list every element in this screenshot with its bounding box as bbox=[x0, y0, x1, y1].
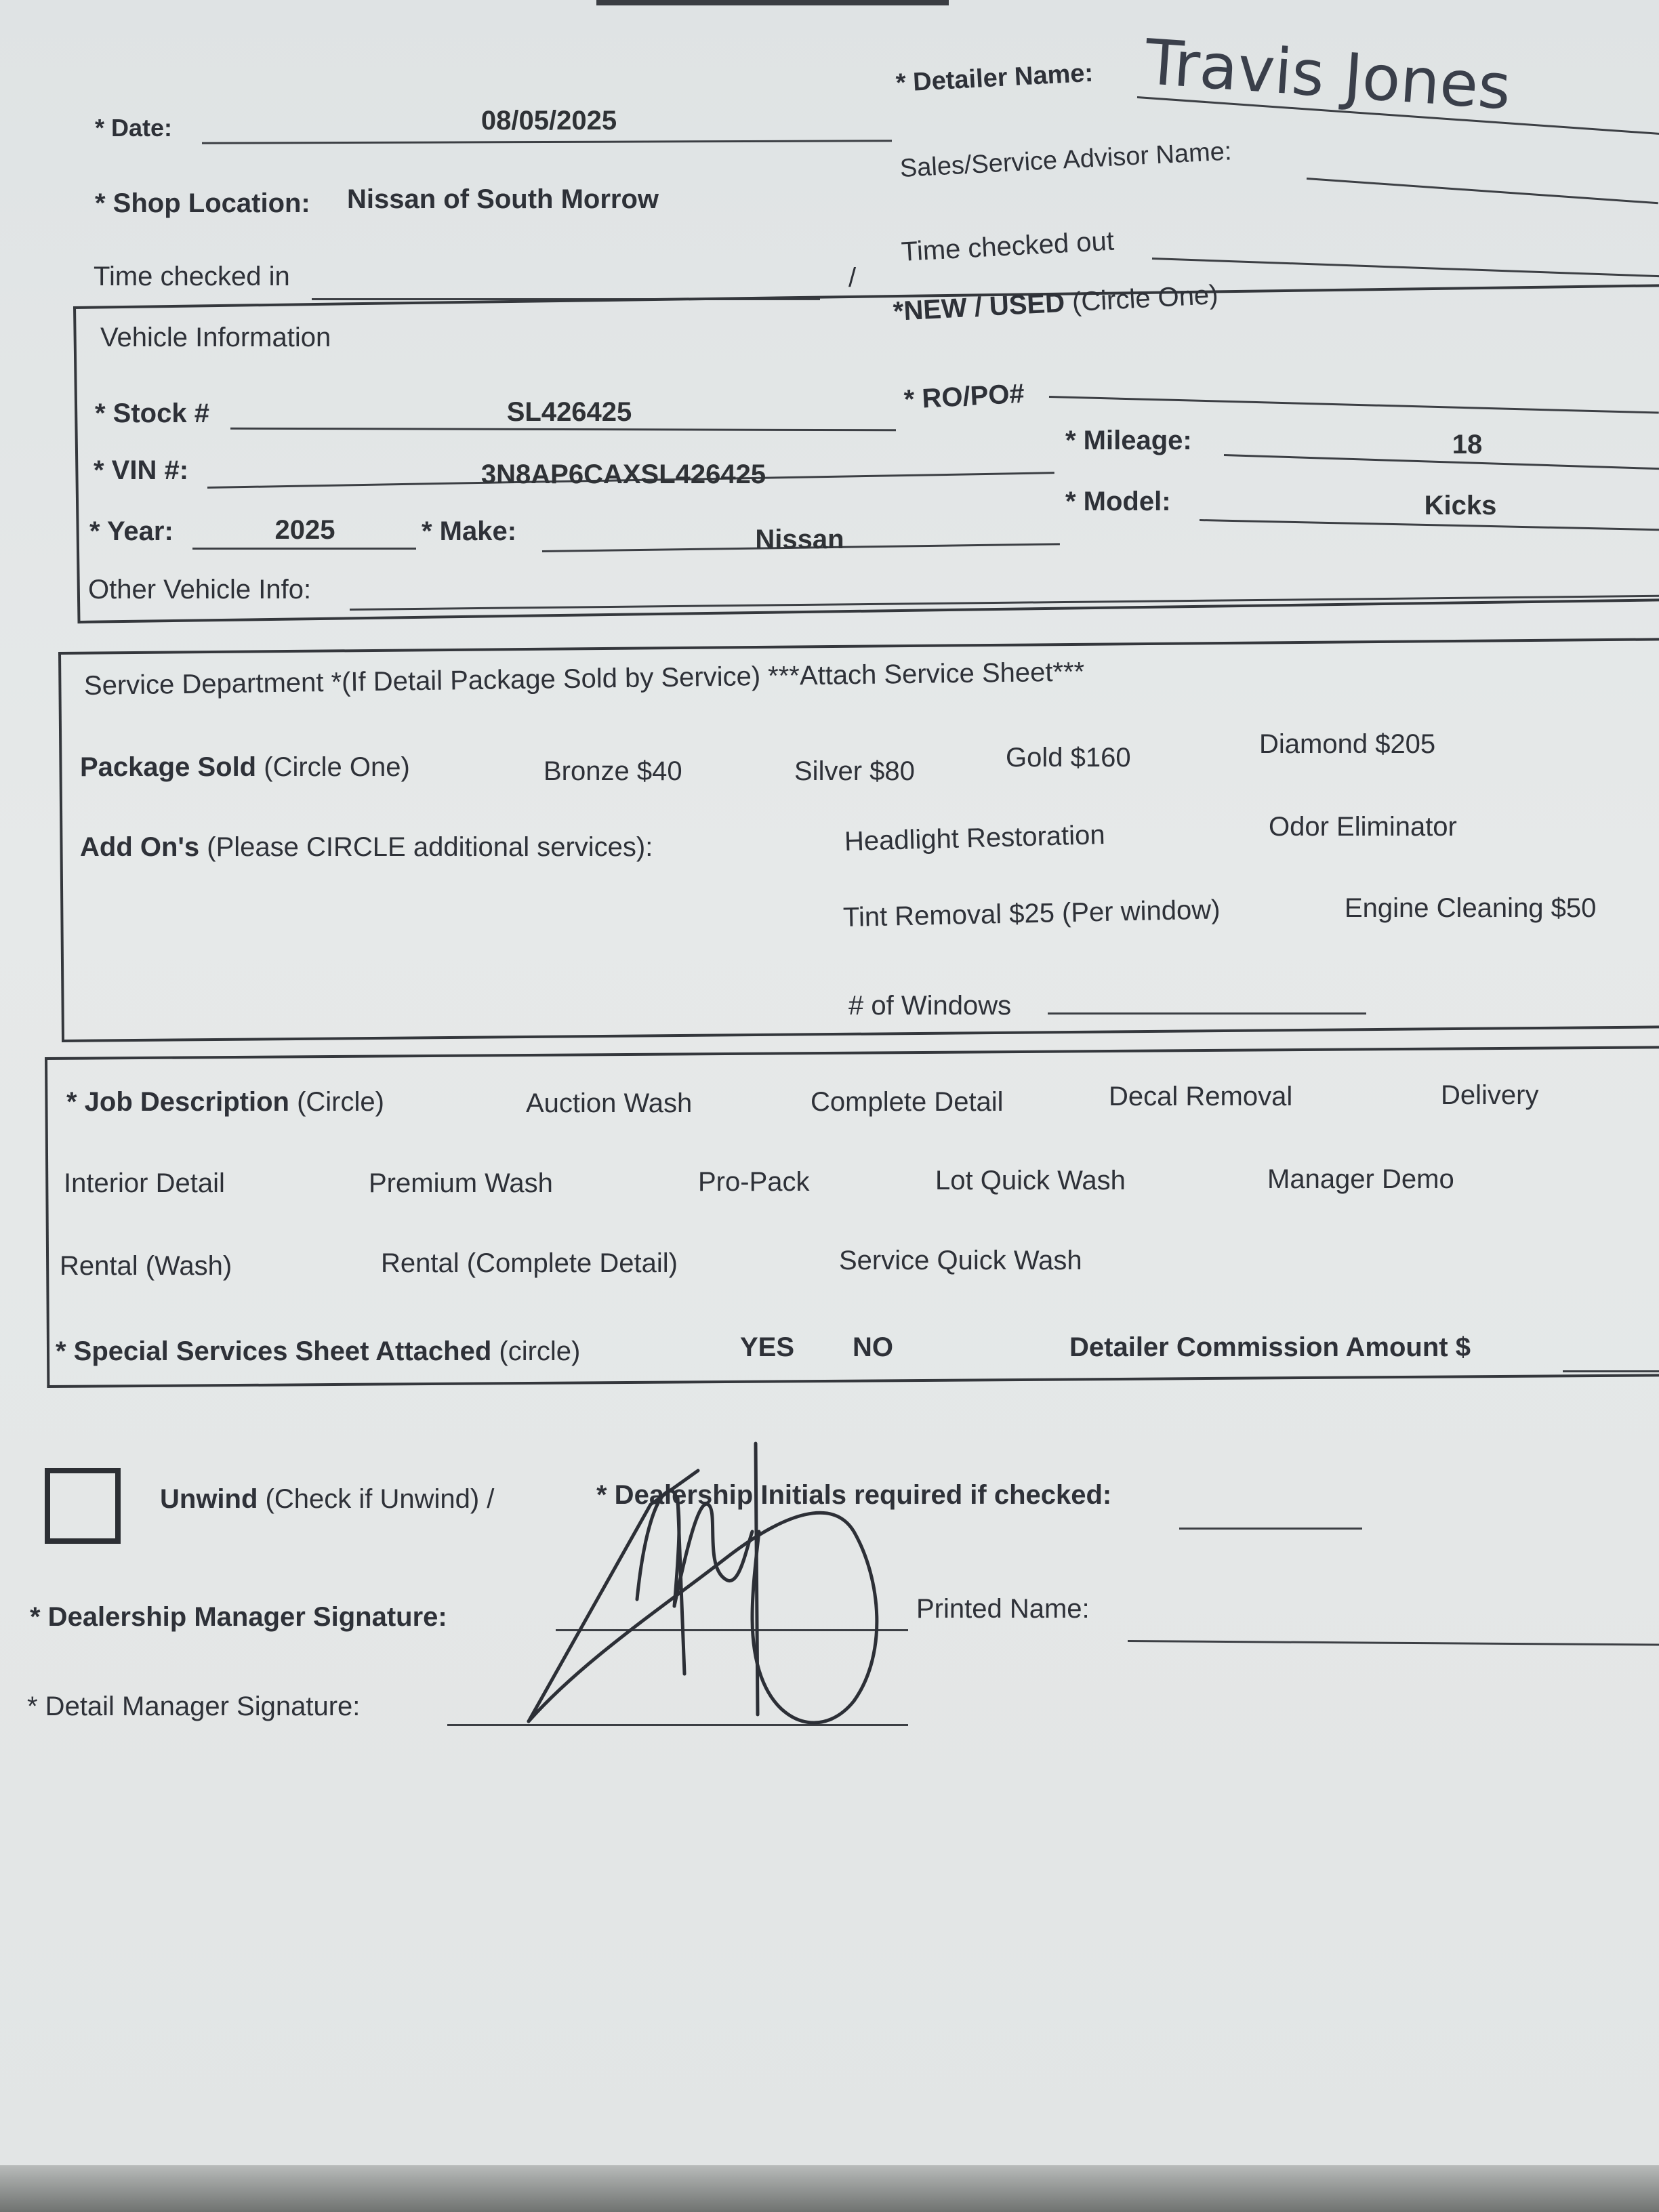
mileage-label: * Mileage: bbox=[1065, 426, 1192, 455]
package-gold[interactable]: Gold $160 bbox=[1006, 743, 1131, 773]
make-value[interactable]: Nissan bbox=[755, 525, 844, 554]
top-edge-bar bbox=[596, 0, 949, 5]
addon-headlight-restoration[interactable]: Headlight Restoration bbox=[844, 819, 1106, 857]
stock-value[interactable]: SL426425 bbox=[506, 397, 632, 427]
add-ons-label: Add On's bbox=[80, 832, 200, 862]
new-used-hint: (Circle One) bbox=[1071, 279, 1219, 318]
initials-line[interactable] bbox=[1179, 1528, 1362, 1530]
make-label: * Make: bbox=[422, 516, 517, 546]
job-lot-quick-wash[interactable]: Lot Quick Wash bbox=[935, 1166, 1126, 1195]
job-service-quick-wash[interactable]: Service Quick Wash bbox=[839, 1246, 1082, 1275]
add-ons-group bbox=[80, 832, 653, 863]
ro-po-label: * RO/PO# bbox=[903, 378, 1025, 415]
unwind-label: Unwind bbox=[160, 1484, 258, 1514]
model-label: * Model: bbox=[1065, 487, 1171, 516]
special-services-hint: (circle) bbox=[499, 1336, 581, 1366]
time-out-line[interactable] bbox=[1152, 258, 1659, 278]
job-pro-pack[interactable]: Pro-Pack bbox=[698, 1167, 810, 1197]
printed-name-label: Printed Name: bbox=[916, 1594, 1090, 1624]
special-services-group bbox=[56, 1336, 580, 1367]
year-label: * Year: bbox=[89, 516, 173, 546]
year-value[interactable]: 2025 bbox=[274, 515, 335, 545]
package-sold-hint: (Circle One) bbox=[264, 752, 410, 782]
other-vehicle-info-label: Other Vehicle Info: bbox=[88, 575, 312, 605]
commission-amount-label: Detailer Commission Amount $ bbox=[1069, 1332, 1471, 1362]
vin-value[interactable]: 3N8AP6CAXSL426425 bbox=[480, 459, 766, 489]
job-description-label: * Job Description bbox=[66, 1087, 289, 1117]
add-ons-hint: (Please CIRCLE additional services): bbox=[207, 832, 653, 862]
unwind-hint: (Check if Unwind) / bbox=[265, 1484, 495, 1514]
vin-label: * VIN #: bbox=[94, 455, 189, 485]
package-sold-label: Package Sold bbox=[80, 752, 257, 782]
paper-bottom-shadow bbox=[0, 2165, 1659, 2212]
date-label: * Date: bbox=[95, 114, 173, 142]
service-department-heading: Service Department *(If Detail Package Sold by Service) ***Attach Service Sheet*** bbox=[83, 657, 1085, 701]
shop-location-value[interactable]: Nissan of South Morrow bbox=[347, 184, 659, 214]
model-value[interactable]: Kicks bbox=[1424, 491, 1497, 520]
advisor-name-line[interactable] bbox=[1307, 178, 1658, 204]
special-services-label: * Special Services Sheet Attached bbox=[56, 1336, 492, 1366]
year-line bbox=[192, 548, 416, 550]
special-services-yes[interactable]: YES bbox=[740, 1332, 795, 1362]
job-decal-removal[interactable]: Decal Removal bbox=[1109, 1082, 1293, 1111]
package-bronze[interactable]: Bronze $40 bbox=[544, 756, 682, 786]
mileage-value[interactable]: 18 bbox=[1452, 430, 1483, 459]
job-delivery[interactable]: Delivery bbox=[1441, 1080, 1539, 1110]
job-description-group bbox=[66, 1087, 384, 1118]
detail-manager-signature-label: * Detail Manager Signature: bbox=[27, 1692, 361, 1721]
commission-amount-line[interactable] bbox=[1563, 1370, 1659, 1372]
job-premium-wash[interactable]: Premium Wash bbox=[369, 1168, 553, 1198]
new-used-label[interactable]: *NEW / USED bbox=[892, 287, 1066, 327]
detailer-name-label: * Detailer Name: bbox=[895, 58, 1094, 98]
special-services-no[interactable]: NO bbox=[853, 1332, 893, 1362]
date-line bbox=[202, 140, 892, 144]
time-out-label: Time checked out bbox=[900, 226, 1115, 267]
addon-engine-cleaning[interactable]: Engine Cleaning $50 bbox=[1345, 893, 1597, 923]
job-interior-detail[interactable]: Interior Detail bbox=[64, 1168, 225, 1198]
addon-tint-removal[interactable]: Tint Removal $25 (Per window) bbox=[842, 895, 1221, 933]
stock-label: * Stock # bbox=[95, 398, 209, 428]
job-rental-complete-detail[interactable]: Rental (Complete Detail) bbox=[381, 1248, 678, 1278]
job-manager-demo[interactable]: Manager Demo bbox=[1267, 1164, 1454, 1194]
shop-location-label: * Shop Location: bbox=[95, 188, 310, 218]
windows-line[interactable] bbox=[1048, 1012, 1366, 1015]
job-auction-wash[interactable]: Auction Wash bbox=[526, 1088, 693, 1118]
date-value[interactable]: 08/05/2025 bbox=[480, 106, 617, 136]
manager-signature-label: * Dealership Manager Signature: bbox=[30, 1602, 447, 1632]
addon-odor-eliminator[interactable]: Odor Eliminator bbox=[1269, 812, 1457, 842]
job-description-hint: (Circle) bbox=[297, 1087, 384, 1117]
vehicle-info-heading: Vehicle Information bbox=[100, 323, 331, 352]
package-silver[interactable]: Silver $80 bbox=[794, 756, 915, 786]
unwind-group bbox=[160, 1484, 494, 1515]
job-complete-detail[interactable]: Complete Detail bbox=[811, 1087, 1004, 1117]
job-rental-wash[interactable]: Rental (Wash) bbox=[60, 1251, 232, 1281]
windows-label: # of Windows bbox=[848, 991, 1012, 1021]
printed-name-line[interactable] bbox=[1128, 1640, 1659, 1646]
package-diamond[interactable]: Diamond $205 bbox=[1259, 729, 1436, 759]
time-in-label: Time checked in bbox=[94, 262, 290, 291]
advisor-name-label: Sales/Service Advisor Name: bbox=[899, 137, 1233, 183]
time-slash: / bbox=[848, 263, 857, 293]
handwritten-signature bbox=[501, 1430, 922, 1742]
initials-label: * Dealership Initials required if checked: bbox=[596, 1480, 1112, 1510]
package-sold-group bbox=[80, 752, 410, 783]
detailer-name-handwriting[interactable]: Travis Jones bbox=[1143, 26, 1513, 124]
unwind-checkbox[interactable] bbox=[45, 1468, 121, 1544]
